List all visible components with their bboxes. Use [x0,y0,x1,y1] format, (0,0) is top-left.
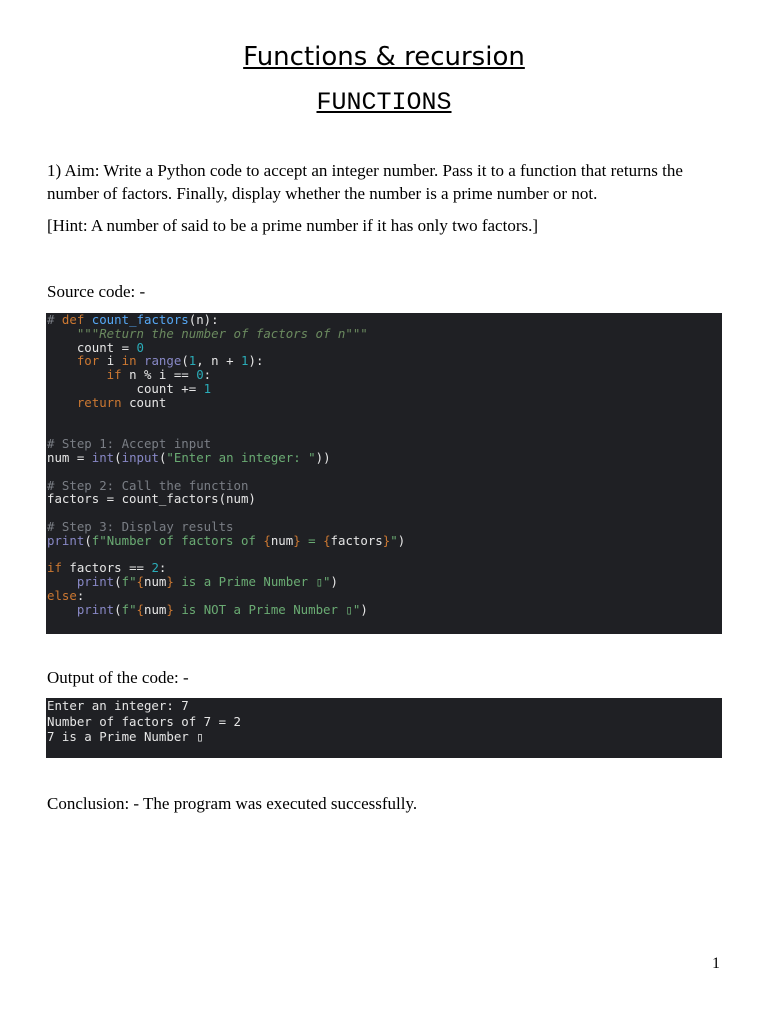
code-token: " [390,532,398,548]
code-line [47,354,722,368]
code-token: count += [47,380,204,396]
code-token: n % i == [129,367,197,383]
code-line [47,368,722,382]
code-line [47,561,722,575]
code-token: # [47,312,62,327]
code-token: { [136,574,144,590]
section-heading: FUNCTIONS [316,88,452,117]
code-token: num [270,532,294,548]
code-token: def [61,312,92,327]
code-line [47,396,722,410]
code-token: 1 [241,353,249,369]
code-token: : [158,560,167,576]
code-token: f" [121,574,137,590]
code-token: factors = count_factors(num) [47,491,256,507]
code-token: (n): [188,312,219,327]
output-line: Number of factors of 7 = 2 [47,713,241,729]
code-line [47,492,722,506]
code-token: i [106,353,122,369]
code-token: print [47,574,115,590]
code-token: print [47,532,85,548]
code-token: factors == [69,560,152,576]
code-token: for [47,353,107,369]
code-token: } [166,574,174,590]
code-token: # Step 1: Accept input [47,436,212,452]
document-title: Functions & recursion [243,42,525,72]
code-token: return [47,394,130,410]
code-token: if [47,560,70,576]
code-token: : [76,587,85,603]
code-token: num = [47,449,92,465]
code-token: ( [84,532,92,548]
code-token: : [203,367,212,383]
code-token: input [121,449,159,465]
code-token: # Step 2: Call the function [47,477,249,493]
code-token: f" [121,601,137,617]
code-line [47,575,722,589]
code-line [47,423,722,437]
code-line [47,327,722,341]
code-token: } [293,532,301,548]
code-line [47,534,722,548]
code-token: 1 [188,353,197,369]
code-token: count = [47,339,137,355]
code-token: ( [158,449,167,465]
code-token: factors [330,532,383,548]
code-token: } [166,601,174,617]
code-line [47,506,722,520]
code-token: ( [114,601,122,617]
code-token: ( [181,353,189,369]
code-line [47,410,722,424]
code-token: { [263,532,271,548]
output-line: Enter an integer: 7 [47,698,189,713]
code-token: ) [397,532,406,548]
code-token: else [47,587,77,603]
code-token: """Return the number of factors of n""" [47,325,368,341]
conclusion-paragraph: Conclusion: - The program was executed successfully. [47,794,418,813]
code-token: in [121,353,144,369]
code-token: count [129,394,167,410]
code-token: ( [114,449,122,465]
output-block [46,698,722,758]
code-token: } [382,532,391,548]
code-line [47,341,722,355]
hint-paragraph: [Hint: A number of said to be a prime number if it has only two factors.] [47,216,539,235]
code-line [47,603,722,617]
code-token: { [323,532,331,548]
code-line [47,465,722,479]
code-token: if [47,367,130,383]
output-label: Output of the code: - [47,668,189,687]
code-token: ( [114,574,122,590]
code-token: is NOT a Prime Number ▯" [173,601,361,617]
code-line [47,548,722,562]
code-line [47,382,722,396]
code-token: 2 [151,560,159,576]
code-token: 0 [196,367,204,383]
source-code-label: Source code: - [47,282,146,301]
code-line [47,313,722,327]
aim-paragraph: 1) Aim: Write a Python code to accept an integer number. Pass it to a function that returns the number of factors. Finally, display whether the number is a prime number or not. [47,161,683,203]
source-code-block [46,313,722,634]
code-token: ) [330,574,338,590]
code-token: ): [248,353,264,369]
code-line [47,451,722,465]
code-token: range [144,353,182,369]
code-token: count_factors [91,312,189,327]
page-number: 1 [712,955,720,972]
code-token: int [91,449,115,465]
code-token: f"Number of factors of [91,532,264,548]
code-token: num [144,574,167,590]
code-token: print [47,601,115,617]
code-line [47,437,722,451]
code-token: # Step 3: Display results [47,518,234,534]
output-line: 7 is a Prime Number ▯ [47,729,204,744]
code-token: )) [315,449,331,465]
code-token: ) [360,601,368,617]
code-token: , n + [196,353,242,369]
code-line [47,520,722,534]
code-token: { [136,601,144,617]
code-line [47,479,722,493]
code-line [47,589,722,603]
code-token: = [300,532,324,548]
code-token: num [144,601,167,617]
code-token: 1 [203,380,212,396]
code-token: "Enter an integer: " [166,449,316,465]
code-token: 0 [136,339,144,355]
code-token: is a Prime Number ▯" [173,574,331,590]
